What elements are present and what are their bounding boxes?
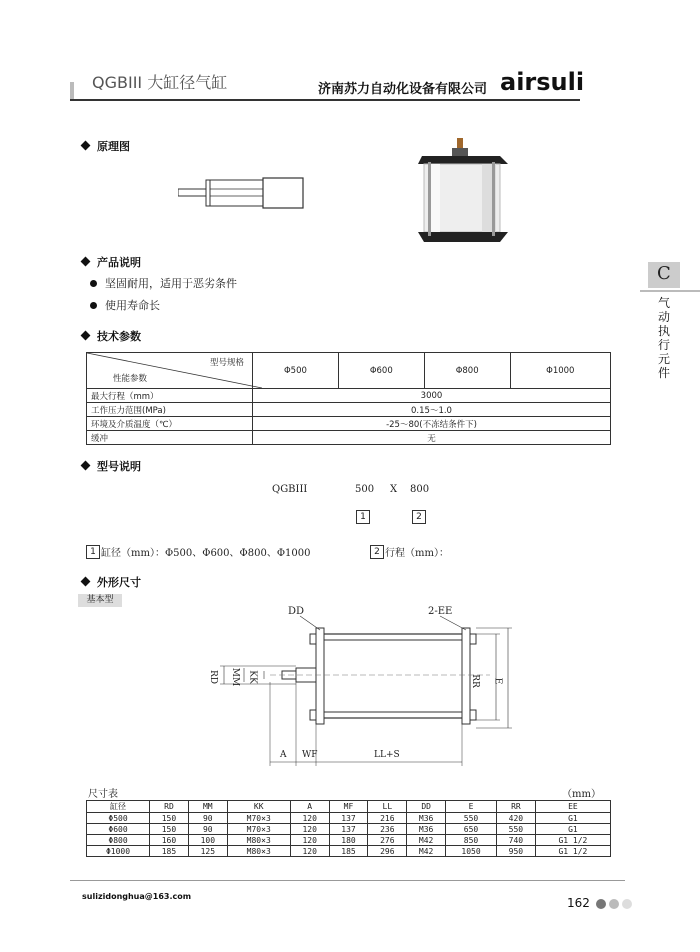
dim-cell: 120	[290, 824, 329, 835]
label-e: E	[492, 677, 503, 685]
spec-row	[87, 431, 611, 445]
label-a: A	[280, 750, 287, 760]
dim-cell: Φ600	[87, 824, 150, 835]
spec-row-value: 3000	[253, 389, 611, 403]
dim-cell: 276	[368, 835, 407, 846]
side-tab-rule	[640, 290, 700, 292]
diamond-icon	[81, 461, 91, 471]
side-tab-label: 气动执行元件	[658, 296, 671, 380]
dim-cell: 180	[329, 835, 368, 846]
spec-row-value: -25～80(不冻结条件下)	[253, 417, 611, 431]
page-dot-icon	[596, 899, 606, 909]
dim-cell: 137	[329, 824, 368, 835]
section-tech-params-label: 技术参数	[97, 330, 141, 343]
dim-cell: 137	[329, 813, 368, 824]
dim-header: DD	[407, 801, 446, 813]
spec-header-top: 型号规格	[209, 358, 244, 368]
label-mm: MM	[230, 667, 241, 687]
spec-header-corner	[87, 353, 253, 389]
spec-row-value: 无	[253, 431, 611, 445]
model-box-1: 1	[356, 510, 370, 524]
page-number: 162	[567, 896, 590, 910]
dim-cell: Φ1000	[87, 846, 150, 857]
label-rd: RD	[208, 670, 218, 684]
description-bullet-1	[90, 275, 237, 291]
spec-row-label: 工作压力范围(MPa)	[87, 403, 253, 417]
dim-cell: G1 1/2	[535, 835, 610, 846]
side-tab-letter	[648, 262, 680, 288]
section-description	[82, 254, 141, 270]
section-principle	[82, 138, 130, 154]
spec-model-col: Φ500	[253, 353, 339, 389]
dim-cell: M42	[407, 846, 446, 857]
dim-header-row	[87, 801, 611, 813]
dim-row	[87, 835, 611, 846]
footer-email: sulizidonghua@163.com	[82, 892, 192, 901]
bullet-icon	[90, 280, 97, 287]
section-dimensions-label: 外形尺寸	[97, 576, 141, 589]
spec-model-col: Φ1000	[510, 353, 610, 389]
dim-cell: 90	[188, 824, 227, 835]
dim-table	[86, 800, 611, 857]
diamond-icon	[81, 141, 91, 151]
dim-row	[87, 824, 611, 835]
dim-cell: Φ800	[87, 835, 150, 846]
model-code-stroke: 800	[410, 484, 430, 495]
diamond-icon	[81, 257, 91, 267]
dim-cell: 740	[496, 835, 535, 846]
dim-cell: 550	[496, 824, 535, 835]
model-code-x: X	[390, 484, 398, 495]
dim-cell: M80×3	[227, 835, 290, 846]
dim-header: E	[446, 801, 497, 813]
dim-cell: 120	[290, 813, 329, 824]
dim-cell: M70×3	[227, 824, 290, 835]
dim-row	[87, 846, 611, 857]
dim-cell: 120	[290, 846, 329, 857]
dim-cell: 185	[150, 846, 189, 857]
dim-cell: 160	[150, 835, 189, 846]
company-name: 济南苏力自动化设备有限公司	[318, 82, 488, 97]
label-wf: WF	[302, 750, 318, 760]
page-dot-icon	[609, 899, 619, 909]
bullet-icon	[90, 302, 97, 309]
dim-header: RD	[150, 801, 189, 813]
bullet-text: 坚固耐用，适用于恶劣条件	[105, 277, 237, 290]
dim-cell: M42	[407, 835, 446, 846]
dim-table-title: 尺寸表	[88, 789, 118, 800]
description-bullet-2	[90, 297, 160, 313]
note-1: 缸径（mm）：Φ500、Φ600、Φ800、Φ1000	[101, 548, 311, 559]
dim-row	[87, 813, 611, 824]
basic-type-tag: 基本型	[78, 594, 122, 607]
dim-cell: G1	[535, 824, 610, 835]
diamond-icon	[81, 331, 91, 341]
dim-cell: 150	[150, 824, 189, 835]
cylinder-photo	[412, 134, 512, 250]
diamond-icon	[81, 577, 91, 587]
dim-cell: 420	[496, 813, 535, 824]
spec-row-label: 最大行程（mm）	[87, 389, 253, 403]
spec-model-col: Φ800	[424, 353, 510, 389]
footer-rule	[70, 880, 625, 881]
dim-header: EE	[535, 801, 610, 813]
dim-header: 缸径	[87, 801, 150, 813]
dim-cell: M36	[407, 813, 446, 824]
dim-cell: 950	[496, 846, 535, 857]
dim-header: MM	[188, 801, 227, 813]
spec-row-label: 环境及介质温度（℃）	[87, 417, 253, 431]
side-tab-letter-text: C	[657, 263, 671, 284]
dim-cell: 1050	[446, 846, 497, 857]
dim-cell: M70×3	[227, 813, 290, 824]
spec-header-bottom: 性能参数	[113, 374, 148, 384]
header-accent-bar	[70, 82, 74, 100]
model-box-2: 2	[412, 510, 426, 524]
label-rr: RR	[469, 674, 480, 688]
dim-header: KK	[227, 801, 290, 813]
dim-header: LL	[368, 801, 407, 813]
dim-cell: 550	[446, 813, 497, 824]
section-tech-params	[82, 328, 141, 344]
principle-diagram	[178, 170, 308, 214]
note-2: 行程（mm）：	[385, 548, 449, 559]
dim-cell: 185	[329, 846, 368, 857]
model-code-bore: 500	[355, 484, 375, 495]
section-principle-label: 原理图	[97, 140, 130, 153]
dim-cell: Φ500	[87, 813, 150, 824]
label-dd: DD	[288, 606, 305, 617]
dim-cell: M80×3	[227, 846, 290, 857]
dim-cell: 850	[446, 835, 497, 846]
spec-table	[86, 352, 611, 445]
dim-cell: M36	[407, 824, 446, 835]
dim-cell: G1 1/2	[535, 846, 610, 857]
brand-logo: airsuli	[500, 68, 585, 96]
dim-table-unit: （mm）	[562, 789, 601, 800]
section-model-explain	[82, 458, 141, 474]
series-title: QGBIII 大缸径气缸	[92, 73, 228, 92]
spec-model-col: Φ600	[338, 353, 424, 389]
note-box-2: 2	[370, 545, 384, 559]
dim-header: RR	[496, 801, 535, 813]
page-dot-icon	[622, 899, 632, 909]
dim-cell: 100	[188, 835, 227, 846]
dim-header: A	[290, 801, 329, 813]
dim-cell: 216	[368, 813, 407, 824]
bullet-text: 使用寿命长	[105, 299, 160, 312]
spec-row	[87, 389, 611, 403]
label-ee: 2-EE	[428, 606, 453, 617]
dim-header: MF	[329, 801, 368, 813]
section-model-explain-label: 型号说明	[97, 460, 141, 473]
label-kk: KK	[247, 670, 258, 684]
dim-cell: 650	[446, 824, 497, 835]
section-dimensions	[82, 574, 141, 590]
dim-cell: 150	[150, 813, 189, 824]
dim-cell: G1	[535, 813, 610, 824]
dim-cell: 120	[290, 835, 329, 846]
dim-cell: 236	[368, 824, 407, 835]
note-box-1: 1	[86, 545, 100, 559]
spec-row	[87, 417, 611, 431]
spec-row-label: 缓冲	[87, 431, 253, 445]
label-lls: LL+S	[374, 750, 400, 760]
model-code-name: QGBIII	[272, 484, 308, 495]
spec-row-value: 0.15～1.0	[253, 403, 611, 417]
section-description-label: 产品说明	[97, 256, 141, 269]
dim-cell: 296	[368, 846, 407, 857]
dim-cell: 90	[188, 813, 227, 824]
dim-cell: 125	[188, 846, 227, 857]
spec-row	[87, 403, 611, 417]
header-rule	[70, 99, 580, 101]
